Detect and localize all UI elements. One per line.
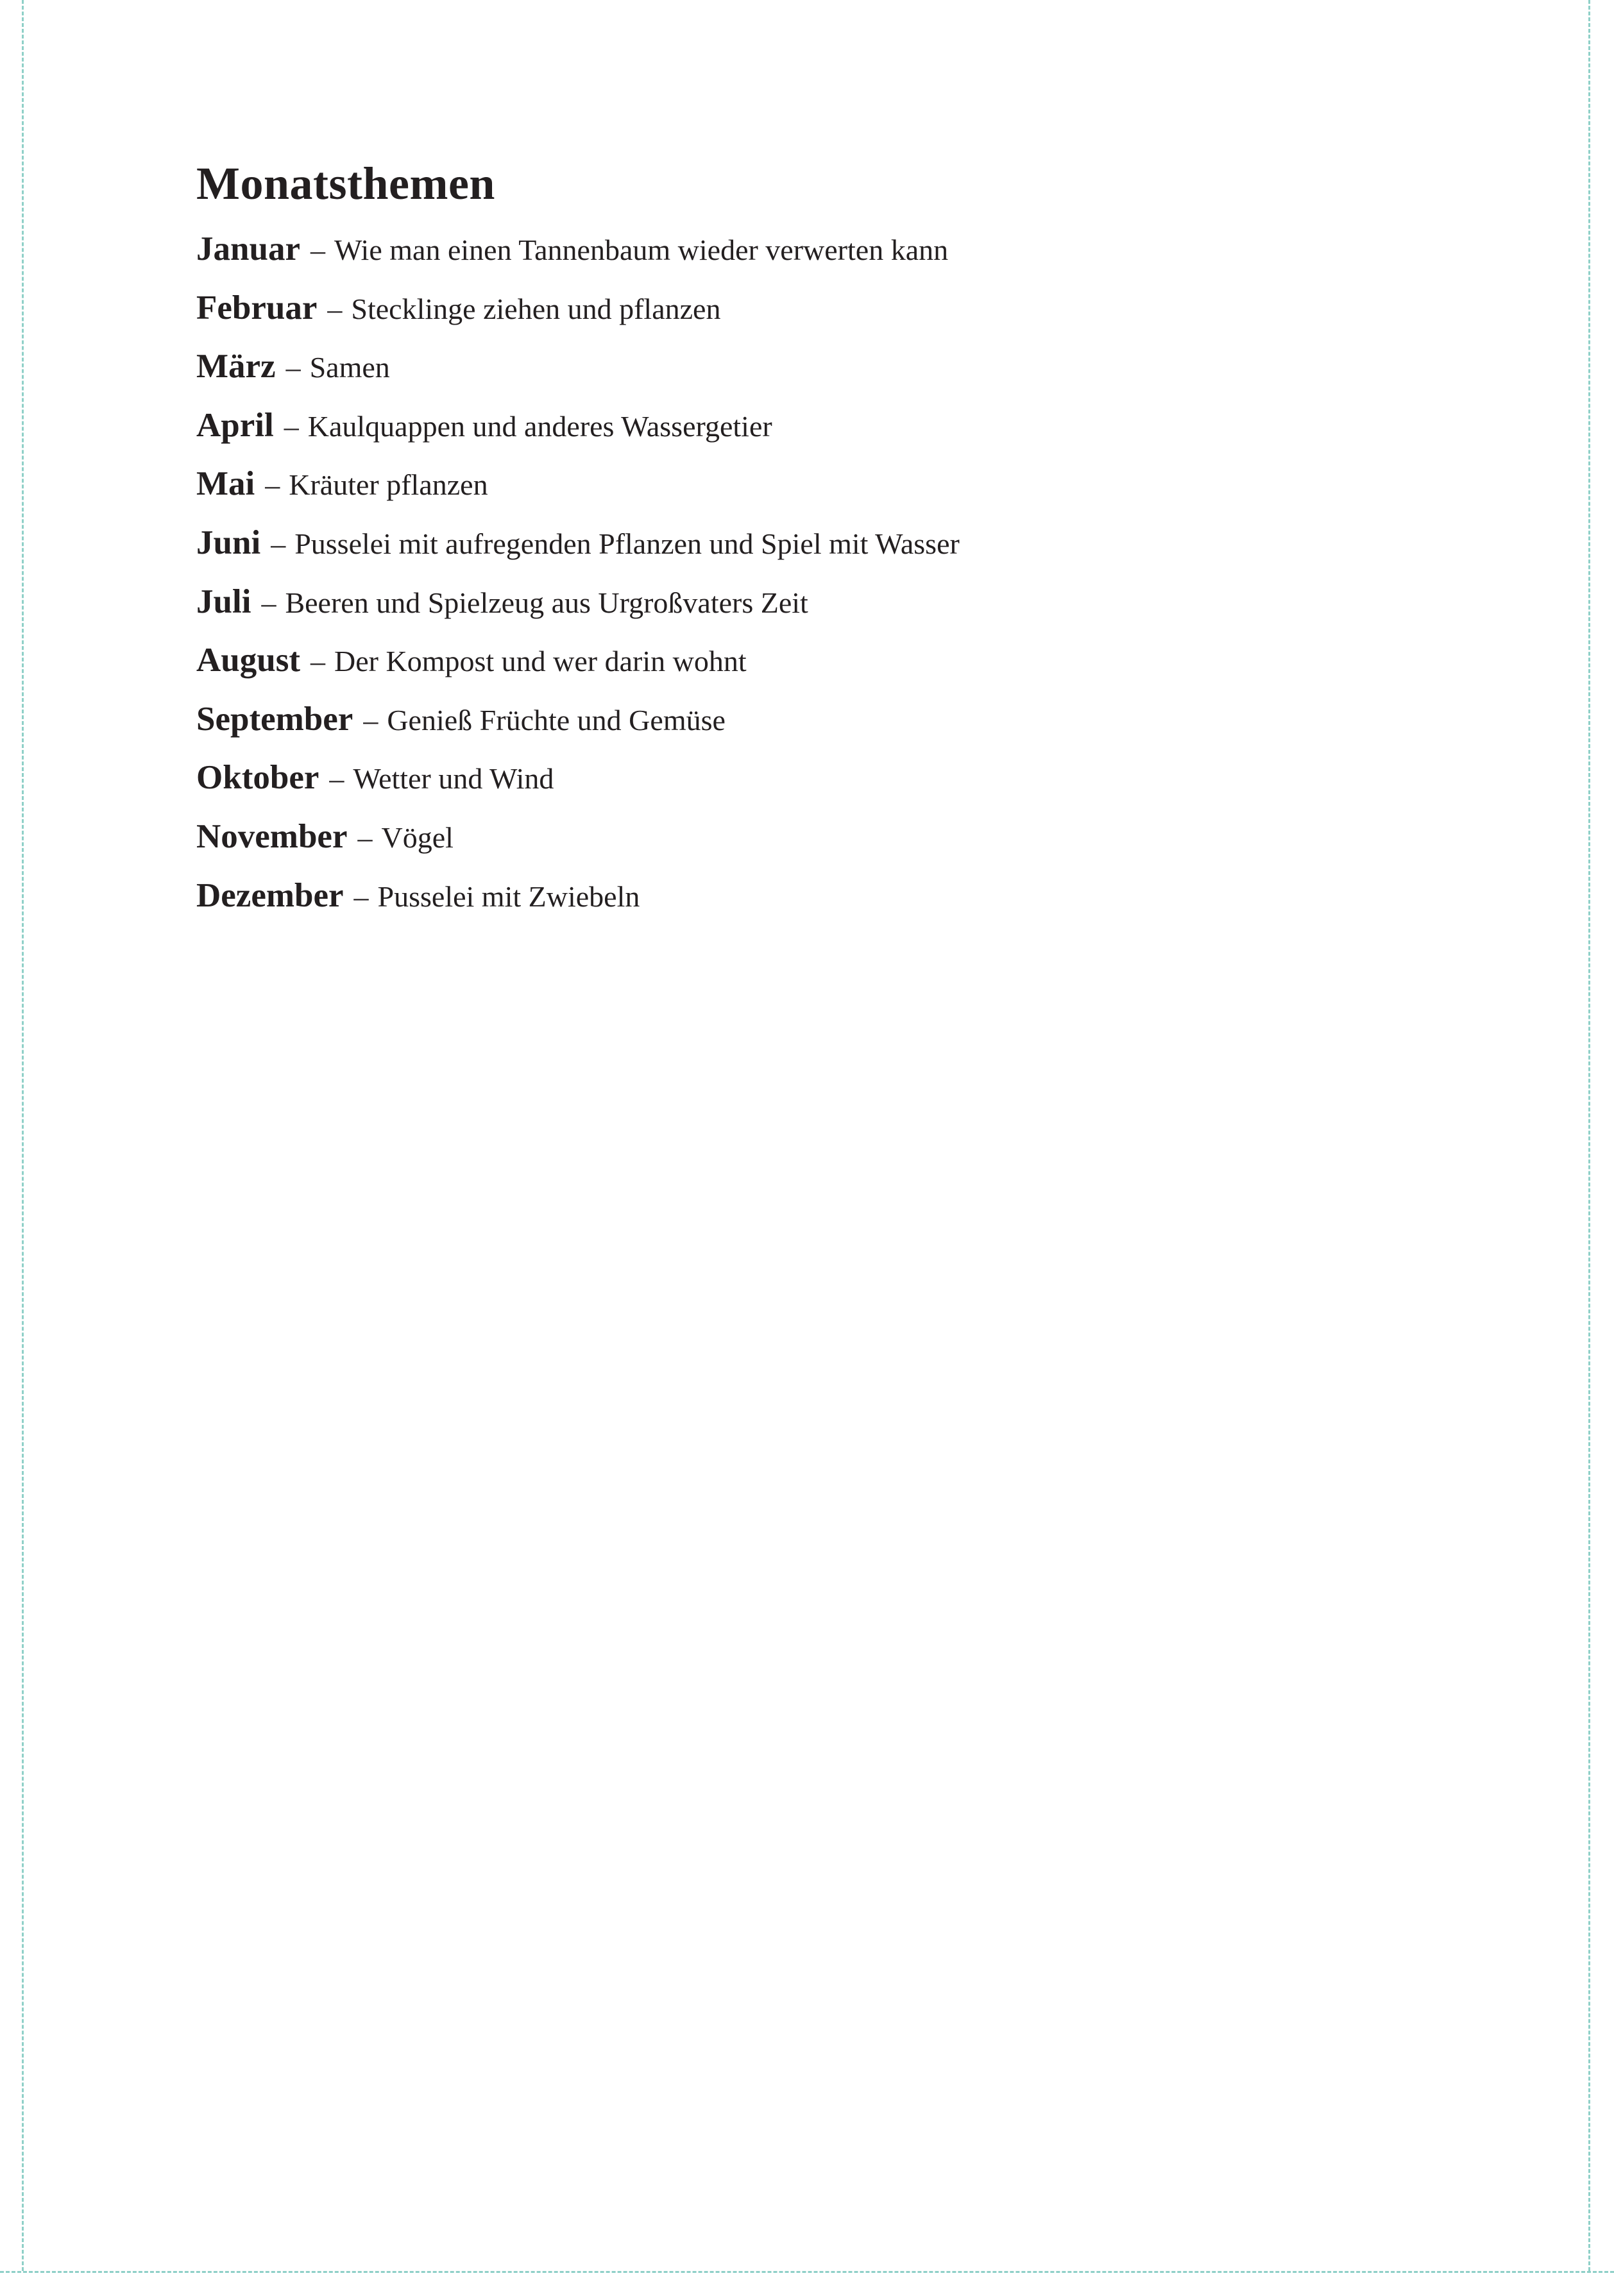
- month-name: Dezember: [196, 876, 344, 914]
- month-topic: Wie man einen Tannenbaum wieder verwerten kann: [334, 234, 949, 266]
- month-item-april: [196, 406, 1415, 465]
- month-item-juli: [196, 583, 1415, 642]
- month-item-januar: [196, 230, 1415, 289]
- month-topic: Pusselei mit aufregenden Pflanzen und Spiel mit Wasser: [294, 527, 960, 560]
- separator-dash: –: [261, 586, 276, 619]
- month-topic: Samen: [309, 351, 390, 384]
- month-name: Oktober: [196, 759, 319, 797]
- month-topic: Kräuter pflanzen: [289, 468, 488, 502]
- month-item-maerz: [196, 347, 1415, 406]
- separator-dash: –: [327, 292, 343, 325]
- separator-dash: –: [285, 351, 301, 384]
- month-name: April: [196, 406, 274, 444]
- month-topic: Pusselei mit Zwiebeln: [377, 880, 640, 913]
- separator-dash: –: [357, 821, 373, 854]
- month-name: Januar: [196, 230, 300, 268]
- month-name: Juli: [196, 583, 251, 620]
- separator-dash: –: [284, 409, 299, 443]
- month-name: Februar: [196, 289, 318, 327]
- cut-line-bottom: [0, 2271, 1614, 2273]
- cut-line-right: [1588, 0, 1590, 2271]
- separator-dash: –: [363, 703, 378, 736]
- month-name: November: [196, 817, 348, 855]
- month-topic: Beeren und Spielzeug aus Urgroßvaters Zeit: [285, 586, 808, 619]
- month-name: Juni: [196, 523, 261, 561]
- month-item-oktober: [196, 758, 1415, 817]
- month-topic: Stecklinge ziehen und pflanzen: [351, 292, 721, 325]
- month-topic: Vögel: [381, 821, 454, 854]
- month-topic: Kaulquappen und anderes Wassergetier: [307, 409, 772, 443]
- separator-dash: –: [329, 762, 344, 795]
- month-item-juni: [196, 523, 1415, 583]
- separator-dash: –: [271, 527, 286, 560]
- month-name: März: [196, 348, 276, 386]
- separator-dash: –: [310, 234, 325, 266]
- month-topic-list: [196, 230, 1415, 935]
- separator-dash: –: [265, 468, 280, 502]
- month-name: Mai: [196, 465, 255, 503]
- month-item-februar: [196, 289, 1415, 348]
- month-item-dezember: [196, 876, 1415, 935]
- month-topic: Wetter und Wind: [353, 762, 554, 795]
- page-title: Monatsthemen: [196, 158, 495, 209]
- month-topic: Der Kompost und wer darin wohnt: [334, 645, 747, 678]
- month-name: August: [196, 642, 301, 679]
- month-item-november: [196, 817, 1415, 876]
- separator-dash: –: [353, 880, 369, 913]
- cut-line-left: [22, 0, 24, 2271]
- page-content: [196, 153, 1415, 935]
- month-name: September: [196, 700, 353, 738]
- month-topic: Genieß Früchte und Gemüse: [387, 703, 726, 736]
- month-item-september: [196, 700, 1415, 759]
- month-item-august: [196, 641, 1415, 700]
- month-item-mai: [196, 464, 1415, 523]
- separator-dash: –: [310, 645, 326, 678]
